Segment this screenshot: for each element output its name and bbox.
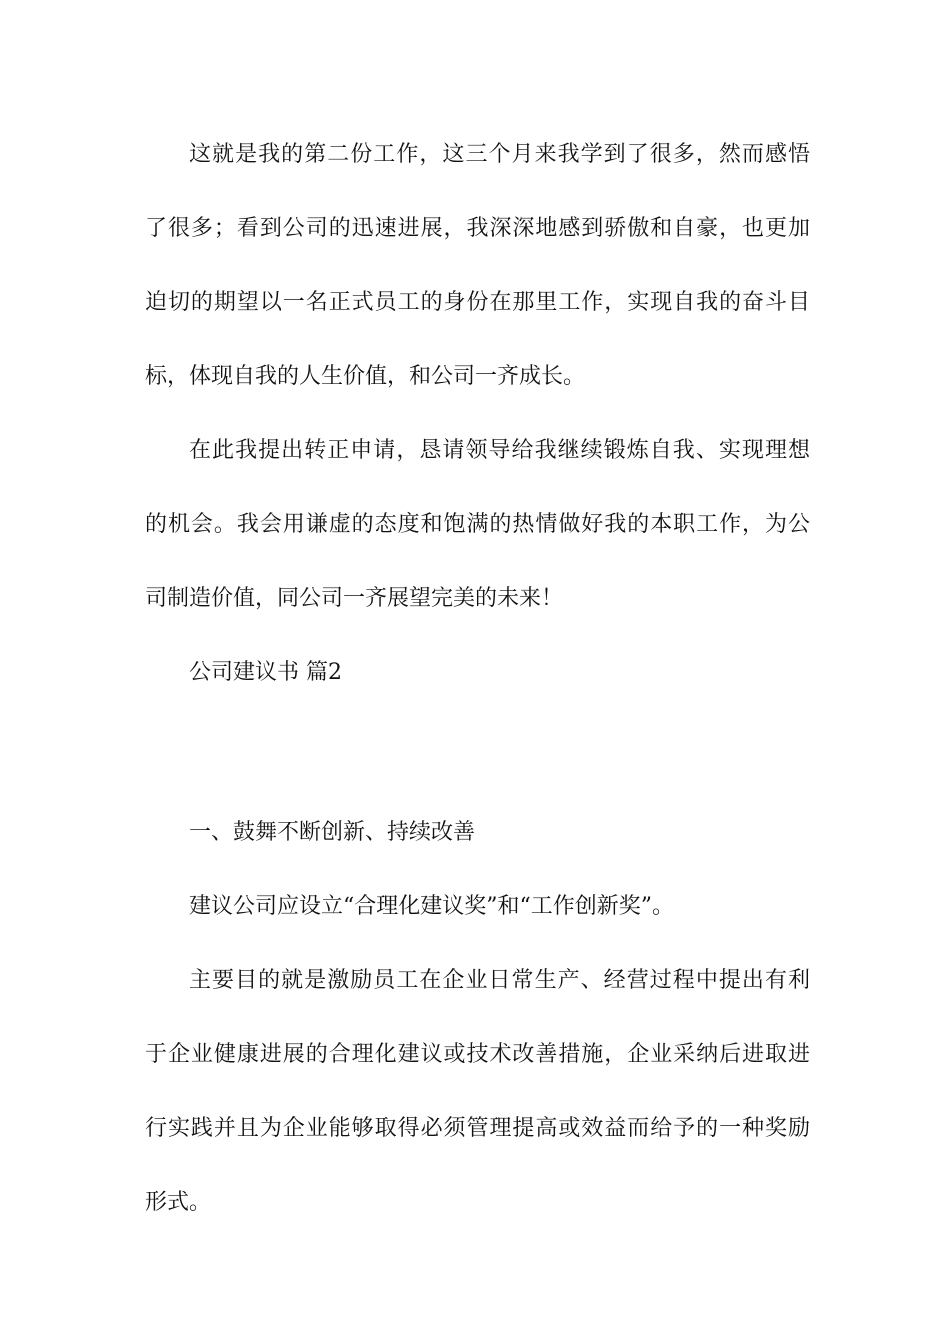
paragraph-line: 标，体现自我的人生价值，和公司一齐成长。 bbox=[145, 364, 586, 389]
paragraph-4 bbox=[145, 951, 810, 1247]
paragraph-line: 在此我提出转正申请，恳请领导给我继续锻炼自我、实现理想 bbox=[189, 438, 810, 463]
paragraph-2 bbox=[145, 421, 810, 643]
paragraph-line: 了很多；看到公司的迅速进展，我深深地感到骄傲和自豪，也更加 bbox=[145, 216, 810, 241]
paragraph-line: 的机会。我会用谦虚的态度和饱满的热情做好我的本职工作，为公 bbox=[145, 512, 810, 537]
paragraph-1 bbox=[145, 125, 810, 421]
paragraph-line: 司制造价值，同公司一齐展望完美的未来！ bbox=[145, 586, 564, 611]
item-heading: 一、鼓舞不断创新、持续改善 bbox=[189, 820, 476, 845]
paragraph-line: 主要目的就是激励员工在企业日常生产、经营过程中提出有利 bbox=[189, 968, 810, 993]
document-body bbox=[145, 125, 810, 1247]
paragraph-line: 这就是我的第二份工作，这三个月来我学到了很多，然而感悟 bbox=[189, 142, 810, 167]
paragraph-line: 形式。 bbox=[145, 1190, 212, 1215]
section-heading: 公司建议书 篇2 bbox=[189, 660, 342, 685]
paragraph-line: 行实践并且为企业能够取得必须管理提高或效益而给予的一种奖励 bbox=[145, 1116, 810, 1141]
paragraph-3: 建议公司应设立“合理化建议奖”和“工作创新奖”。 bbox=[189, 894, 674, 919]
paragraph-line: 于企业健康进展的合理化建议或技术改善措施，企业采纳后进取进 bbox=[145, 1042, 810, 1067]
paragraph-line: 迫切的期望以一名正式员工的身份在那里工作，实现自我的奋斗目 bbox=[145, 290, 810, 315]
